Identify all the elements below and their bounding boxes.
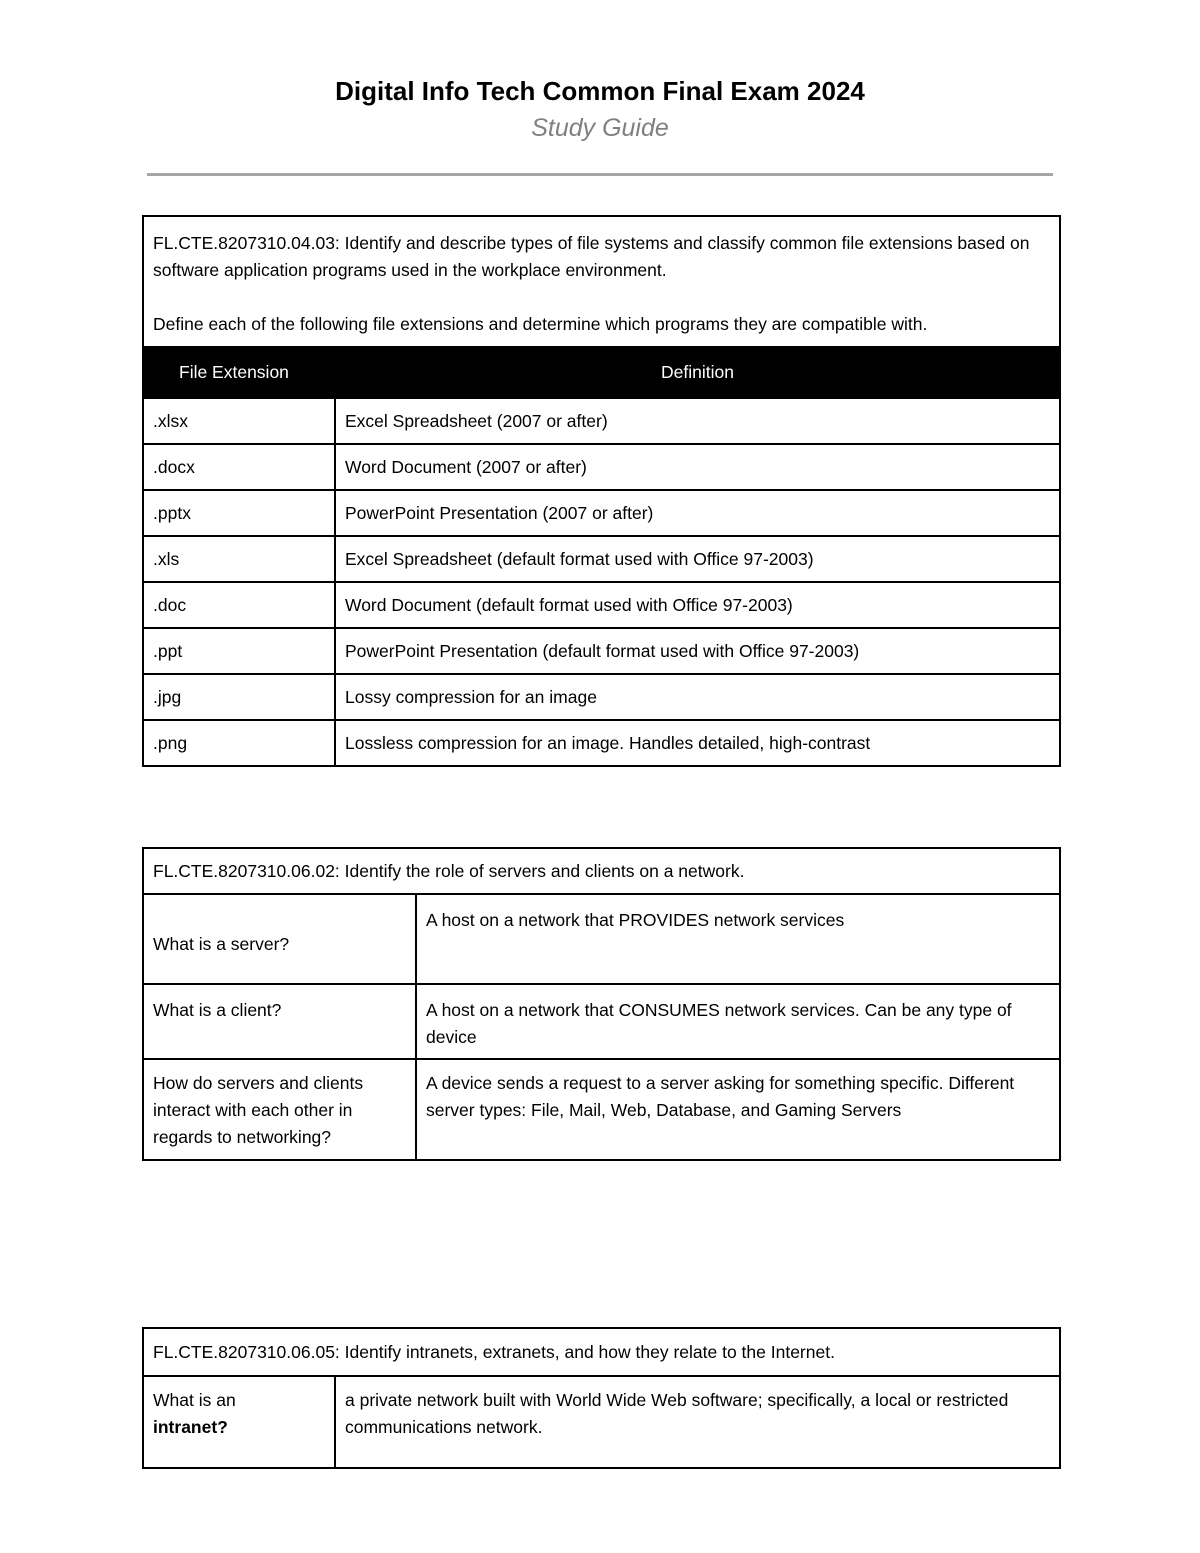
standard-cell: FL.CTE.8207310.06.02: Identify the role of servers and clients on a network. [143,848,1060,894]
standard-text: FL.CTE.8207310.04.03: Identify and describe types of file systems and classify common file extensions based on software application programs used in the workplace environment. [153,233,1030,280]
intranet-table [142,1327,1061,1469]
page-title: Digital Info Tech Common Final Exam 2024 [335,76,865,106]
table-row [143,674,1060,720]
table-row [143,894,1060,984]
table-row [143,720,1060,766]
question-term: intranet? [153,1417,228,1437]
question-cell [143,1376,335,1468]
title-divider [147,173,1053,176]
column-header-definition: Definition [335,347,1060,398]
definition-cell: Lossless compression for an image. Handles detailed, high-contrast [335,720,1060,766]
file-extension-table [142,215,1061,767]
question-prefix: What is an [153,1390,236,1410]
table-row [143,582,1060,628]
table-row [143,398,1060,444]
extension-cell: .jpg [143,674,335,720]
answer-cell: a private network built with World Wide Web software; specifically, a local or restricted communications network. [335,1376,1060,1468]
table-row [143,984,1060,1059]
answer-cell: A host on a network that PROVIDES network services [416,894,1060,984]
extension-cell: .xlsx [143,398,335,444]
definition-cell: Lossy compression for an image [335,674,1060,720]
standard-row [143,1328,1060,1376]
standard-row [143,848,1060,894]
extension-cell: .xls [143,536,335,582]
definition-cell: Word Document (2007 or after) [335,444,1060,490]
instruction-text: Define each of the following file extensions and determine which programs they are compatible with. [153,314,928,334]
standard-cell: FL.CTE.8207310.06.05: Identify intranets, extranets, and how they relate to the Internet. [143,1328,1060,1376]
table-header-row [143,347,1060,398]
definition-cell: PowerPoint Presentation (2007 or after) [335,490,1060,536]
question-cell: What is a server? [143,894,416,984]
table-row [143,1376,1060,1468]
answer-cell: A host on a network that CONSUMES network services. Can be any type of device [416,984,1060,1059]
extension-cell: .png [143,720,335,766]
extension-cell: .doc [143,582,335,628]
extension-cell: .docx [143,444,335,490]
table-row [143,628,1060,674]
table-row [143,536,1060,582]
table-row [143,444,1060,490]
question-cell: How do servers and clients interact with each other in regards to networking? [143,1059,416,1160]
extension-cell: .ppt [143,628,335,674]
definition-cell: Excel Spreadsheet (default format used with Office 97-2003) [335,536,1060,582]
standard-row [143,216,1060,347]
answer-cell: A device sends a request to a server asking for something specific. Different server types: File, Mail, Web, Database, and Gaming Servers [416,1059,1060,1160]
extension-cell: .pptx [143,490,335,536]
page-subtitle: Study Guide [531,114,669,142]
table-row [143,490,1060,536]
definition-cell: Excel Spreadsheet (2007 or after) [335,398,1060,444]
definition-cell: Word Document (default format used with Office 97-2003) [335,582,1060,628]
question-cell: What is a client? [143,984,416,1059]
servers-clients-table [142,847,1061,1161]
standard-cell [143,216,1060,347]
definition-cell: PowerPoint Presentation (default format used with Office 97-2003) [335,628,1060,674]
column-header-extension: File Extension [143,347,335,398]
table-row [143,1059,1060,1160]
